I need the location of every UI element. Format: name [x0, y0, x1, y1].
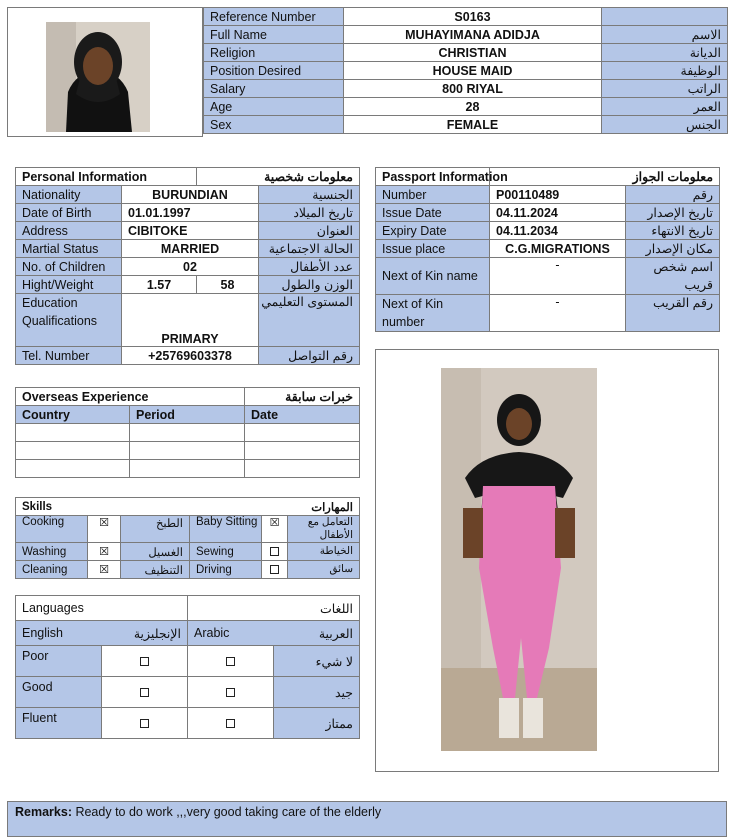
passport-info-title-ar: معلومات الجواز	[490, 168, 720, 186]
tel-label: Tel. Number	[16, 347, 122, 365]
education-value: PRIMARY	[122, 294, 259, 347]
skill-label-ar: الغسيل	[121, 543, 190, 561]
passport-info-table	[375, 167, 720, 332]
skill-label-ar: الخياطة	[288, 543, 360, 561]
checked-box-icon[interactable]: ☒	[99, 516, 109, 529]
language-level-label: Fluent	[16, 708, 102, 739]
portrait-photo	[46, 22, 150, 132]
skill-label: Baby Sitting	[190, 516, 262, 543]
header-value: 28	[344, 98, 602, 116]
header-label-ar: الديانة	[602, 44, 728, 62]
header-value: MUHAYIMANA ADIDJA	[344, 26, 602, 44]
dob-value: 01.01.1997	[122, 204, 259, 222]
overseas-title-ar: خبرات سابقة	[245, 388, 360, 406]
english-label: English	[16, 621, 102, 646]
education-label: Education Qualifications	[16, 294, 122, 347]
height-weight-label: Hight/Weight	[16, 276, 122, 294]
skill-checkbox[interactable]	[262, 516, 288, 543]
overseas-cell	[130, 424, 245, 442]
header-label-ar	[602, 8, 728, 26]
overseas-experience-table	[15, 387, 360, 478]
issue-place-label: Issue place	[376, 240, 490, 258]
marital-label-ar: الحالة الاجتماعية	[259, 240, 360, 258]
empty-box-icon[interactable]	[226, 688, 235, 697]
overseas-col-date: Date	[245, 406, 360, 424]
empty-box-icon[interactable]	[270, 565, 279, 574]
height-value: 1.57	[122, 276, 197, 294]
passport-number-value: P00110489	[490, 186, 626, 204]
header-label: Position Desired	[204, 62, 344, 80]
arabic-label: Arabic	[188, 621, 274, 646]
empty-box-icon[interactable]	[140, 688, 149, 697]
skill-label: Driving	[190, 561, 262, 579]
personal-info-table	[15, 167, 360, 365]
checked-box-icon[interactable]: ☒	[269, 516, 280, 529]
kin-name-label-ar: اسم شخص قريب	[626, 258, 720, 295]
issue-date-label-ar: تاريخ الإصدار	[626, 204, 720, 222]
header-table	[203, 7, 728, 134]
skills-table	[15, 497, 360, 579]
overseas-cell	[245, 442, 360, 460]
overseas-cell	[16, 460, 130, 478]
overseas-cell	[130, 442, 245, 460]
issue-place-value: C.G.MIGRATIONS	[490, 240, 626, 258]
empty-box-icon[interactable]	[270, 547, 279, 556]
skill-label: Cooking	[16, 516, 88, 543]
skill-checkbox[interactable]	[88, 543, 121, 561]
dob-label-ar: تاريخ الميلاد	[259, 204, 360, 222]
personal-info-title: Personal Information	[16, 168, 197, 186]
english-level-checkbox[interactable]	[102, 677, 188, 708]
skill-label-ar: الطبخ	[121, 516, 190, 543]
overseas-col-country: Country	[16, 406, 130, 424]
header-value: HOUSE MAID	[344, 62, 602, 80]
kin-name-value: -	[490, 258, 626, 295]
header-value: S0163	[344, 8, 602, 26]
overseas-title: Overseas Experience	[16, 388, 245, 406]
skill-checkbox[interactable]	[88, 561, 121, 579]
passport-number-label-ar: رقم	[626, 186, 720, 204]
skill-label: Cleaning	[16, 561, 88, 579]
arabic-level-checkbox[interactable]	[188, 646, 274, 677]
header-label-ar: الراتب	[602, 80, 728, 98]
header-label-ar: الجنس	[602, 116, 728, 134]
empty-box-icon[interactable]	[140, 719, 149, 728]
skill-checkbox[interactable]	[262, 543, 288, 561]
kin-name-label: Next of Kin name	[376, 258, 490, 295]
language-level-label: Good	[16, 677, 102, 708]
skill-label-ar: سائق	[288, 561, 360, 579]
children-value: 02	[122, 258, 259, 276]
skill-label-ar: التعامل مع الأطفال	[288, 516, 360, 543]
checked-box-icon[interactable]: ☒	[99, 545, 109, 558]
skill-checkbox[interactable]	[88, 516, 121, 543]
passport-number-label: Number	[376, 186, 490, 204]
remarks-text: Ready to do work ,,,very good taking care of the elderly	[71, 805, 382, 819]
header-value: 800 RIYAL	[344, 80, 602, 98]
nationality-label: Nationality	[16, 186, 122, 204]
nationality-value: BURUNDIAN	[122, 186, 259, 204]
address-label: Address	[16, 222, 122, 240]
header-label-ar: العمر	[602, 98, 728, 116]
issue-date-label: Issue Date	[376, 204, 490, 222]
expiry-date-label: Expiry Date	[376, 222, 490, 240]
dob-label: Date of Birth	[16, 204, 122, 222]
remarks-label: Remarks:	[15, 805, 72, 819]
arabic-label-ar: العربية	[274, 621, 360, 646]
skill-label-ar: التنظيف	[121, 561, 190, 579]
header-label: Reference Number	[204, 8, 344, 26]
expiry-date-value: 04.11.2034	[490, 222, 626, 240]
header-label-ar: الوظيفة	[602, 62, 728, 80]
remarks-box	[7, 801, 727, 837]
header-label: Age	[204, 98, 344, 116]
header-label: Full Name	[204, 26, 344, 44]
tel-value: +25769603378	[122, 347, 259, 365]
empty-box-icon[interactable]	[226, 719, 235, 728]
english-level-checkbox[interactable]	[102, 708, 188, 739]
english-label-ar: الإنجليزية	[102, 621, 188, 646]
skill-checkbox[interactable]	[262, 561, 288, 579]
nationality-label-ar: الجنسية	[259, 186, 360, 204]
address-label-ar: العنوان	[259, 222, 360, 240]
header-value: CHRISTIAN	[344, 44, 602, 62]
portrait-photo-frame	[7, 7, 203, 137]
overseas-col-period: Period	[130, 406, 245, 424]
issue-date-value: 04.11.2024	[490, 204, 626, 222]
checked-box-icon[interactable]: ☒	[99, 563, 109, 576]
languages-title-ar: اللغات	[188, 596, 360, 621]
english-level-checkbox[interactable]	[102, 646, 188, 677]
overseas-cell	[16, 424, 130, 442]
skills-title: Skills	[16, 498, 190, 516]
languages-table	[15, 595, 360, 739]
kin-number-label: Next of Kin number	[376, 295, 490, 332]
passport-info-title: Passport Information	[376, 168, 490, 186]
personal-info-title-ar: معلومات شخصية	[197, 168, 360, 186]
language-level-label-ar: لا شيء	[274, 646, 360, 677]
overseas-cell	[245, 424, 360, 442]
languages-title: Languages	[16, 596, 188, 621]
weight-value: 58	[197, 276, 259, 294]
overseas-cell	[16, 442, 130, 460]
empty-box-icon[interactable]	[226, 657, 235, 666]
education-label-ar: المستوى التعليمي	[259, 294, 360, 347]
header-label-ar: الاسم	[602, 26, 728, 44]
language-level-label-ar: جيد	[274, 677, 360, 708]
full-body-photo	[441, 368, 597, 751]
language-level-label: Poor	[16, 646, 102, 677]
issue-place-label-ar: مكان الإصدار	[626, 240, 720, 258]
tel-label-ar: رقم التواصل	[259, 347, 360, 365]
children-label: No. of Children	[16, 258, 122, 276]
overseas-cell	[130, 460, 245, 478]
full-body-photo-frame	[375, 349, 719, 772]
header-label: Sex	[204, 116, 344, 134]
empty-box-icon[interactable]	[140, 657, 149, 666]
skill-label: Washing	[16, 543, 88, 561]
skills-title-ar: المهارات	[190, 498, 360, 516]
kin-number-label-ar: رقم القريب	[626, 295, 720, 332]
marital-value: MARRIED	[122, 240, 259, 258]
skill-label: Sewing	[190, 543, 262, 561]
address-value: CIBITOKE	[122, 222, 259, 240]
kin-number-value: -	[490, 295, 626, 332]
marital-label: Martial Status	[16, 240, 122, 258]
header-value: FEMALE	[344, 116, 602, 134]
arabic-level-checkbox[interactable]	[188, 708, 274, 739]
expiry-date-label-ar: تاريخ الانتهاء	[626, 222, 720, 240]
children-label-ar: عدد الأطفال	[259, 258, 360, 276]
language-level-label-ar: ممتاز	[274, 708, 360, 739]
height-weight-label-ar: الوزن والطول	[259, 276, 360, 294]
overseas-cell	[245, 460, 360, 478]
header-label: Religion	[204, 44, 344, 62]
header-label: Salary	[204, 80, 344, 98]
arabic-level-checkbox[interactable]	[188, 677, 274, 708]
